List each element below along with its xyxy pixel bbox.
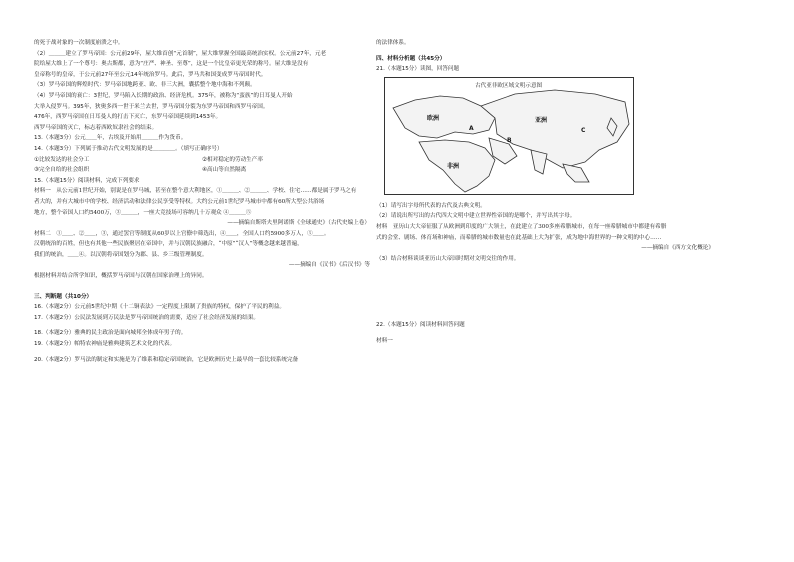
map-label-c: C (581, 126, 586, 134)
question-15: 15.（本题15分）阅读材料，完成下列要求 (34, 177, 140, 184)
material-label: 材料一 (376, 337, 393, 344)
map-label-africa: 非洲 (447, 162, 460, 170)
material-source: ——摘编自斯塔夫里阿诺斯《全球通史》（古代史编上卷） (227, 220, 370, 227)
material-line: 材料一 从公元前1世纪开始，别说是在罗马城，甚至在整个意大利地区，①＿＿＿、②＿＿＿、学校、住宅……都是属于罗马之有 (34, 188, 357, 195)
material-source: ——摘编自《汉书》《后汉书》等 (288, 262, 370, 269)
question-14: 14.（本题3分）下列属于推动古代文明发展的是＿＿＿＿。（填写正确序号） (34, 145, 223, 152)
section-heading: 四、材料分析题（共45分） (376, 55, 446, 62)
options-row (34, 165, 370, 176)
material-line: 我们的统治，＿＿④。以汉朝将帝国划分为郡、县、乡三级管理制度。 (34, 251, 208, 258)
text-line: 476年，西罗马帝国在日耳曼人的打击下灭亡，东罗马帝国延续到1453年。 (34, 114, 222, 121)
material-line: 式的会堂、剧场、体育场和神庙，而希腊的城市数量也在此基础上大为扩张，成为地中海世界的一种文明的中心…… (376, 234, 662, 241)
section-heading: 三、判断题（共10分） (34, 293, 93, 300)
sub-question: （3）结合材料谈谈亚历山大帝国时期对文明交往的作用。 (376, 255, 520, 262)
text-line: 大举入侵罗马。395年，狄奥多西一世于米兰去世，罗马帝国分裂为东罗马帝国和西罗马帝国。 (34, 103, 269, 110)
right-column (376, 38, 714, 347)
text-line: （2）＿＿＿建立了罗马帝国：公元前29年，屋大维首创“元首制”，屋大维掌握全国最高统治实权。公元前27年，元老 (34, 50, 327, 57)
southeast-asia-landmass (563, 164, 589, 182)
question-22: 22.（本题15分）阅读材料回答问题 (376, 322, 465, 329)
material-line: 地方，整个帝国人口约5400万，③＿＿＿，一座大竞技场可容纳几十万观众 ④＿＿＿⑤ (34, 209, 252, 216)
map-label-a: A (469, 124, 474, 132)
text-line: （4）罗马帝国的衰亡：3世纪，罗马陷入长期的政治、经济危机。375年，被称为“蛮族”的日耳曼人开始 (34, 92, 293, 99)
text-line: 的法律体系。 (376, 40, 410, 46)
option: ③完全自给的社会组织 (34, 167, 90, 174)
text-line: （3）罗马帝国的辉煌时代：罗马帝国地跨亚、欧、非三大洲，囊括整个地中海和不列颠。 (34, 82, 256, 89)
question-13: 13.（本题3分）公元＿＿年，古埃及开始用＿＿＿作为货币。 (34, 135, 187, 142)
material-source: ——摘编自《西方文化概论》 (641, 245, 714, 252)
material-line: 者大的，并有大城市中的学校、经济活动和法律公民享受等特权。大约公元前1世纪罗马城市中都有60所大型公共浴场 (34, 198, 325, 205)
map-label-europe: 欧洲 (427, 114, 440, 122)
map-title: 古代亚非欧区域文明示意图 (475, 82, 543, 89)
map-label-b: B (507, 136, 512, 144)
question-19: 19.（本题2分）帕特农神庙是雅典建筑艺术文化的代表。 (34, 341, 176, 348)
material-line: 材料二 ①＿＿、②＿＿，③，通过罢官等制度从60岁以上官僚中筛选出，④＿＿，全国人口约5900多万人，⑤＿＿。 (34, 230, 330, 237)
question-17: 17.（本题2分）公民法发展到万民法是罗马帝国统治的需要，适应了社会经济发展的结果。 (34, 314, 260, 321)
europe-landmass (393, 96, 495, 138)
ancient-civilizations-map (384, 77, 634, 195)
question-16: 16.（本题2分）公元前5世纪中期《十二铜表法》一定程度上限制了贵族的特权，保护了平民的利益。 (34, 304, 285, 311)
text-line: 院给屋大维上了一个尊号：奥古斯都，意为“庄严、神圣、至尊”，这是一个比皇帝更光荣的称号。屋大维是没有 (34, 61, 309, 68)
map-label-asia: 亚洲 (535, 116, 548, 124)
sub-question: （1）请写出字母所代表的古代及古典文明。 (376, 202, 486, 209)
option: ④高山等自然隔离 (202, 167, 247, 174)
question-20: 20.（本题2分）罗马法的制定和实施是为了维系和稳定帝国统治，它是欧洲历史上最早的一套比较系统完备 (34, 356, 299, 363)
material-line: 材料 亚历山大大帝征服了从欧洲到印度的广大领土，在此建立了300多座希腊城市，在每一座希腊城市中都建有希腊 (376, 223, 667, 230)
question-prompt: 根据材料并结合所学知识，概括罗马帝国与汉朝在国家治理上的异同。 (34, 273, 208, 280)
option: ②相对稳定的劳动生产率 (202, 156, 263, 163)
india-landmass (531, 150, 547, 174)
text-line: 皇帝称号的皇帝，于公元前27年至公元14年统治罗马。此后，罗马共和国变成罗马帝国时代。 (34, 71, 267, 78)
text-line: 西罗马帝国的灭亡，标志着西欧奴隶社会的结束。 (34, 124, 158, 131)
material-line: 汉朝统治的百姓，但也有其他一些民族聚居在帝国中，并与汉朝民族融合，“中原”“汉人”等概念越来越普遍， (34, 241, 303, 248)
text-line: 的死于战对象的一次制度崩溃之中。 (34, 40, 124, 46)
option: ①比较发达的社会分工 (34, 156, 90, 163)
sub-question: （2）请说出所写出的古代四大文明中建立世界性帝国的是哪个，并写出其字母。 (376, 213, 576, 220)
left-column (34, 38, 370, 365)
question-18: 18.（本题2分）雅典的民主政治是面向城邦全体成年男子的。 (34, 330, 187, 337)
question-21: 21.（本题15分）读图，回答问题 (376, 66, 460, 73)
options-row (34, 155, 370, 166)
